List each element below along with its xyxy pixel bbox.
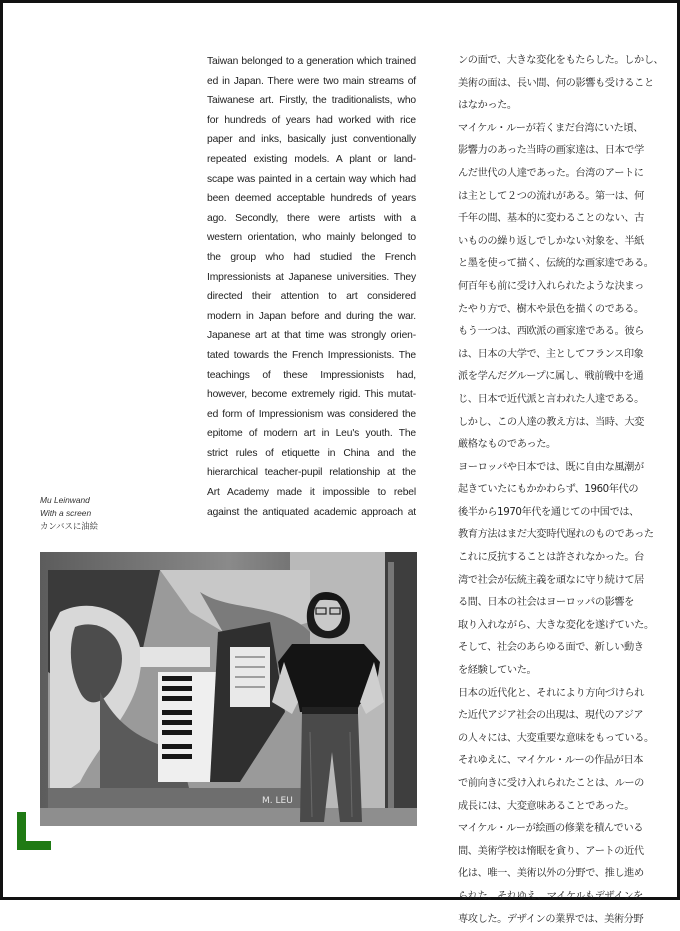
- japanese-text-line: 起きていたにもかかわらず、1960年代の: [458, 484, 639, 496]
- japanese-text-line: を経験していた。: [458, 665, 537, 677]
- corner-mark-icon: [17, 812, 51, 850]
- japanese-text-line: 千年の間、基本的に変わることのない、古: [458, 213, 644, 225]
- japanese-text-line: たやり方で、樹木や景色を描くのである。: [458, 303, 644, 315]
- japanese-text-line: で前向きに受け入れられたことは、ルーの: [458, 778, 644, 789]
- japanese-text-line: 後半から1970年代を通じての中国では、: [458, 506, 639, 518]
- japanese-text-line: 化は、唯一、美術以外の分野で、推し進め: [458, 868, 644, 880]
- english-text-line: directed their attention to art considered: [207, 291, 416, 303]
- english-text-line: western orientation, who mainly belonged to: [207, 232, 416, 244]
- english-text-line: tated towards the French Impressionists. The: [207, 349, 416, 361]
- japanese-text-line: そして、社会のあらゆる面で、新しい動き: [458, 642, 644, 654]
- artist-photo-image: [40, 552, 417, 826]
- english-text-line: Impressionists at Japanese universities. They: [207, 271, 416, 283]
- english-text-line: modern in Japan before and during the war.: [207, 310, 416, 322]
- japanese-text-line: 派を学んだグループに属し、戦前戦中を通: [458, 371, 644, 383]
- japanese-text-line: られた。それゆえ、マイケルもデザインを: [458, 890, 643, 902]
- japanese-text-line: た近代アジア社会の出現は、現代のアジア: [458, 710, 644, 722]
- english-text-column: [207, 52, 416, 522]
- english-text-line: however, become extremely rigid. This mutat-: [207, 389, 416, 401]
- japanese-text-line: 何百年も前に受け入れられたような決まっ: [458, 280, 644, 292]
- japanese-text-line: じ、日本で近代派と言われた人達である。: [458, 393, 644, 405]
- japanese-text-line: しかし、この人達の教え方は、当時、大変: [458, 416, 644, 428]
- english-text-line: the group who had studied the French: [207, 251, 416, 263]
- japanese-text-column: [458, 50, 664, 931]
- english-text-line: repeated existing models. A plant or land-: [207, 153, 416, 165]
- japanese-text-line: はなかった。: [458, 100, 517, 112]
- japanese-text-line: これに反抗することは許されなかった。台: [458, 552, 644, 564]
- japanese-text-line: る間、日本の社会はヨーロッパの影響を: [458, 597, 634, 609]
- japanese-text-line: それゆえに、マイケル・ルーの作品が日本: [458, 755, 644, 767]
- japanese-text-line: ンの面で、大きな変化をもたらした。しかし、: [458, 55, 664, 66]
- english-text-line: teachings of these Impressionists had,: [207, 369, 416, 381]
- japanese-text-line: 取り入れながら、大きな変化を遂げていた。: [458, 619, 654, 631]
- japanese-text-line: 美術の面は、長い間、何の影響も受けること: [458, 77, 654, 89]
- japanese-text-line: の人々には、大変重要な意味をもっている。: [458, 732, 654, 744]
- english-text-line: hierarchical teacher-pupil relationship at the: [207, 467, 416, 479]
- painting-signature: M. LEU: [262, 796, 293, 806]
- english-text-line: epitome of modern art in Leu's youth. The: [207, 428, 416, 440]
- english-text-line: ago. Secondly, there were artists with a: [207, 212, 416, 224]
- caption-line-1: Mu Leinwand: [40, 495, 90, 505]
- english-text-line: against the antiquated academic approach at: [207, 506, 416, 518]
- english-text-line: Japanese art at that time was strongly orien-: [207, 330, 416, 342]
- caption-line-2: With a screen: [40, 508, 92, 518]
- english-text-line: been deemed acceptable hundreds of years: [207, 193, 416, 205]
- japanese-text-line: は、日本の大学で、主としてフランス印象: [458, 348, 644, 360]
- japanese-text-line: 間、美術学校は惰眠を貪り、アートの近代: [458, 845, 644, 857]
- japanese-text-line: と墨を使って描く、伝統的な画家達である。: [458, 258, 654, 270]
- japanese-text-line: 影響力のあった当時の画家達は、日本で学: [458, 145, 644, 157]
- japanese-text-line: 成長には、大変意味あることであった。: [458, 800, 635, 812]
- japanese-text-line: もう一つは、西欧派の画家達である。彼ら: [458, 326, 644, 338]
- japanese-text-line: 教育方法はまだ大変時代遅れのものであった: [458, 529, 654, 541]
- japanese-text-line: 厳格なものであった。: [458, 439, 556, 451]
- japanese-text-line: いものの繰り返しでしかない対象を、半紙: [458, 235, 644, 247]
- japanese-text-line: ヨーロッパや日本では、既に自由な風潮が: [458, 461, 644, 473]
- artist-photo: [40, 552, 417, 826]
- japanese-text-line: マイケル・ルーが若くまだ台湾にいた頃、: [458, 122, 644, 134]
- japanese-text-line: 専攻した。デザインの業界では、美術分野: [458, 913, 644, 925]
- japanese-text-line: マイケル・ルーが絵画の修業を積んでいる: [458, 823, 644, 835]
- english-text-line: strict rules of etiquette in China and the: [207, 447, 416, 459]
- english-text-line: for hundreds of years had worked with rice: [207, 114, 416, 126]
- english-text-line: paper and inks, basically just conventionally: [207, 134, 416, 146]
- english-text-line: scape was painted in a certain way which had: [207, 173, 416, 185]
- japanese-text-line: 日本の近代化と、それにより方向づけられ: [458, 687, 644, 699]
- english-text-line: ed in Japan. There were two main streams of: [207, 75, 416, 87]
- english-text-line: ed form of Impressionism was considered the: [207, 408, 416, 420]
- english-text-line: Art Academy made it impossible to rebel: [207, 487, 416, 499]
- photo-caption: [40, 494, 190, 533]
- japanese-text-line: は主として２つの流れがある。第一は、何: [458, 190, 644, 202]
- english-text-line: Taiwan belonged to a generation which trained: [207, 56, 416, 67]
- japanese-text-line: んだ世代の人達であった。台湾のアートに: [458, 167, 644, 179]
- english-text-line: Taiwanese art. Firstly, the traditionalists, who: [207, 95, 416, 107]
- japanese-text-line: 湾で社会が伝統主義を頑なに守り続けて居: [458, 574, 644, 586]
- caption-line-3: カンバスに油絵: [40, 521, 99, 531]
